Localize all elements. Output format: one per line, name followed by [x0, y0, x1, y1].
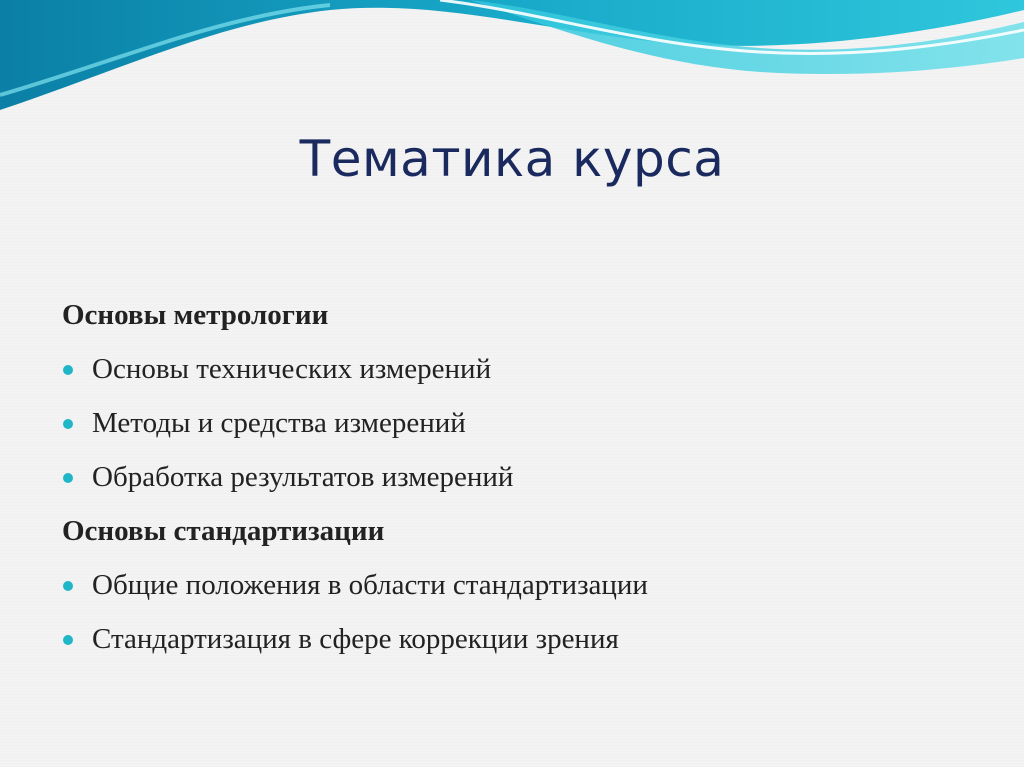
list-item: [62, 458, 962, 512]
bullet-icon: [63, 581, 73, 591]
list-item: [62, 566, 962, 620]
list-item-text: Основы технических измерений: [92, 353, 492, 385]
list-item: [62, 620, 962, 674]
header-wave-decoration: [0, 0, 1024, 130]
slide-title: Тематика курса: [299, 130, 725, 188]
bullet-icon: [63, 365, 73, 375]
list-item-text: Стандартизация в сфере коррекции зрения: [92, 623, 619, 655]
slide-content: [62, 296, 962, 674]
list-item-text: Методы и средства измерений: [92, 407, 466, 439]
list-item-text: Обработка результатов измерений: [92, 461, 514, 493]
list-item: [62, 350, 962, 404]
bullet-icon: [63, 419, 73, 429]
bullet-icon: [63, 635, 73, 645]
section-heading-standardization: Основы стандартизации: [62, 515, 385, 547]
list-item: [62, 404, 962, 458]
bullet-icon: [63, 473, 73, 483]
section-heading-metrology: Основы метрологии: [62, 299, 329, 331]
list-item-text: Общие положения в области стандартизации: [92, 569, 648, 601]
